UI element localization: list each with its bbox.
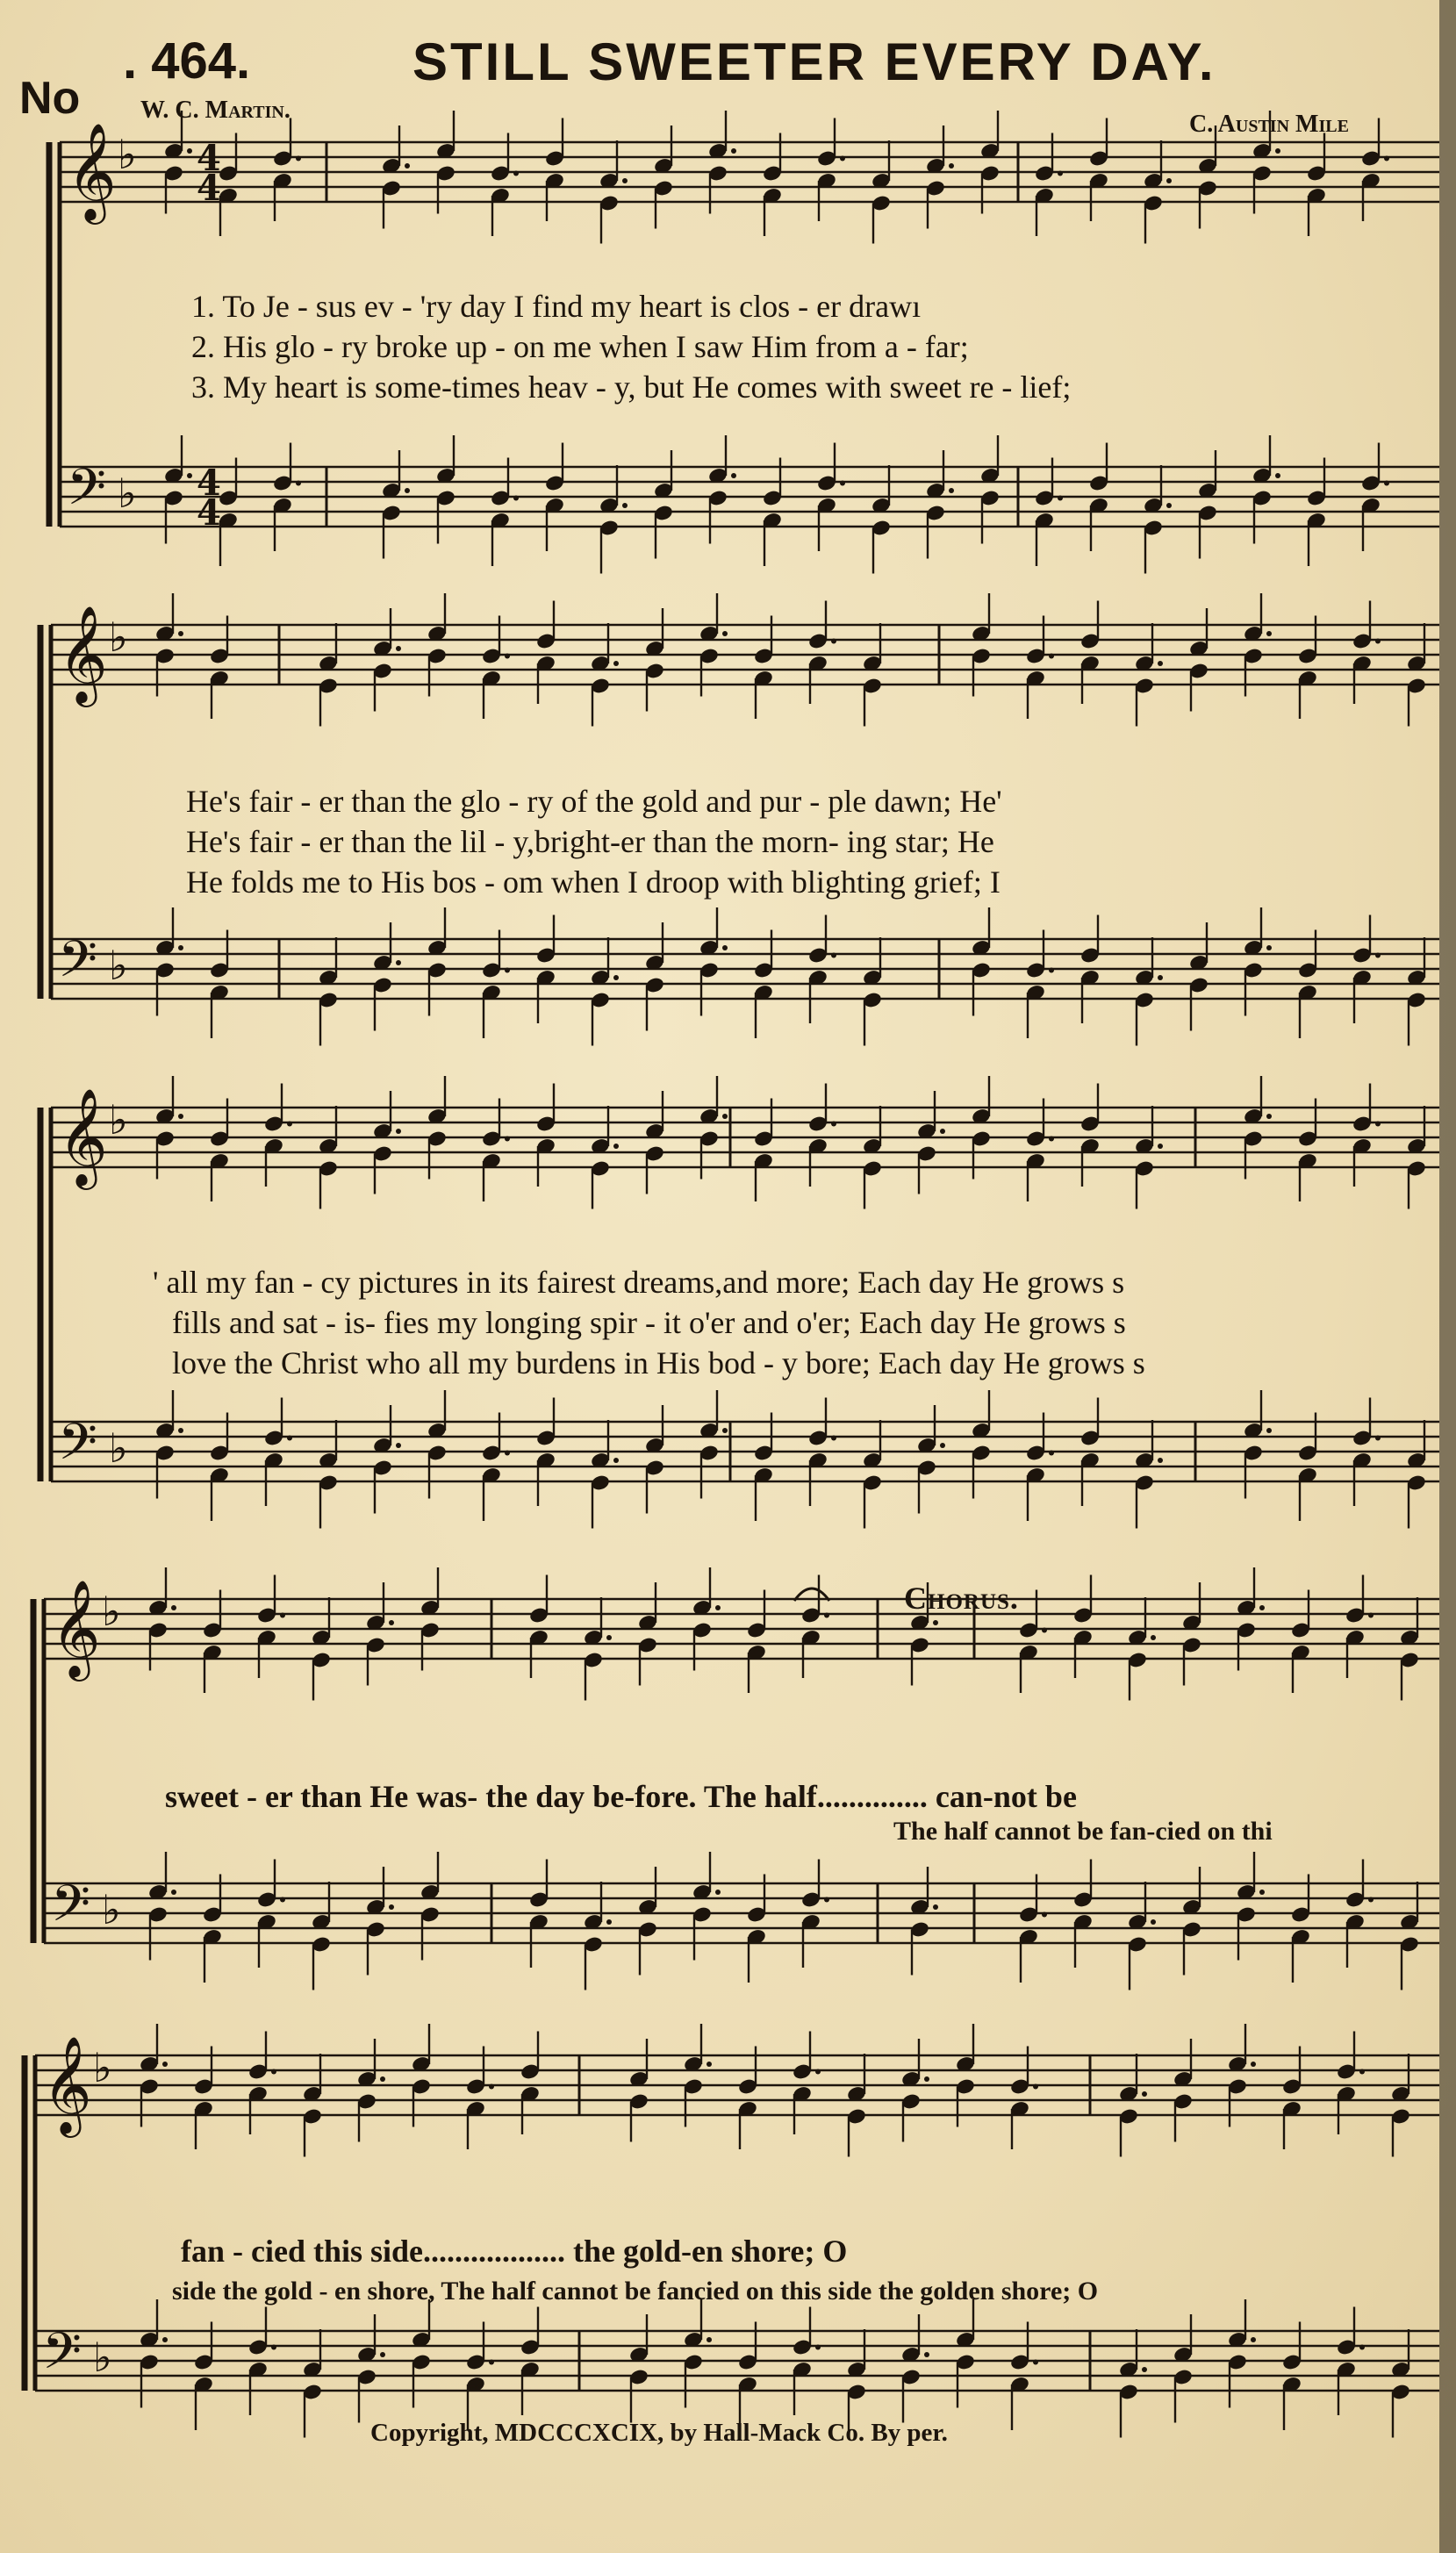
note-dot (396, 960, 401, 965)
note-dot (706, 2337, 712, 2342)
lyricist-credit: W. C. Martin. (140, 97, 290, 124)
lyric-verse2-line1: 2. His glo - ry broke up - on me when I saw Him from a - far; (191, 329, 969, 364)
note-dot (513, 496, 519, 501)
bass-clef-icon: 𝄢 (58, 1412, 98, 1484)
copyright-notice: Copyright, MDCCCXCIX, by Hall-Mack Co. By per. (370, 2419, 948, 2447)
note-dot (513, 171, 519, 176)
note-dot (1166, 178, 1172, 183)
note-dot (178, 1114, 183, 1119)
note-dot (622, 178, 628, 183)
note-dot (505, 654, 510, 659)
lyric-verse1-line3: ' all my fan - cy pictures in its fairest dreams,and more; Each day He grows s (153, 1265, 1125, 1300)
note-dot (1049, 968, 1054, 973)
time-signature-top: 4 (197, 138, 221, 179)
note-dot (613, 661, 619, 666)
note-dot (1033, 2360, 1038, 2365)
note-dot (815, 2069, 821, 2075)
note-dot (924, 2076, 929, 2082)
treble-clef-icon: 𝄞 (58, 1087, 108, 1186)
note-dot (489, 2084, 494, 2090)
treble-clef-icon: 𝄞 (58, 605, 108, 703)
note-dot (1375, 953, 1381, 958)
note-dot (1259, 1890, 1265, 1895)
bass-clef-icon: 𝄢 (51, 1874, 91, 1946)
note-dot (1266, 945, 1272, 950)
note-dot (178, 631, 183, 636)
number-prefix: No (19, 73, 81, 124)
note-dot (396, 1443, 401, 1448)
note-dot (831, 639, 836, 644)
note-dot (722, 631, 728, 636)
note-dot (1042, 1628, 1047, 1633)
flat-sign-icon: ♭ (109, 613, 128, 661)
note-dot (824, 1897, 829, 1903)
note-dot (1275, 148, 1280, 154)
lyric-verse3-line3: love the Christ who all my burdens in His bod - y bore; Each day He grows s (172, 1345, 1145, 1380)
note-dot (824, 1613, 829, 1618)
note-dot (840, 481, 845, 486)
note-dot (396, 1129, 401, 1134)
flat-sign-icon: ♭ (93, 2334, 112, 2381)
note-dot (1158, 1458, 1163, 1463)
note-dot (296, 481, 301, 486)
note-dot (1049, 654, 1054, 659)
note-dot (613, 1144, 619, 1149)
flat-sign-icon: ♭ (102, 1886, 121, 1933)
note-dot (271, 2345, 276, 2350)
note-dot (380, 2076, 385, 2082)
note-dot (722, 1428, 728, 1433)
note-dot (1251, 2337, 1256, 2342)
time-signature-bottom: 4 (197, 492, 221, 534)
note-dot (949, 163, 954, 169)
bass-clef-icon: 𝄢 (67, 457, 107, 529)
note-dot (505, 1451, 510, 1456)
note-dot (1275, 473, 1280, 478)
flat-sign-icon: ♭ (109, 942, 128, 989)
note-dot (162, 2062, 168, 2067)
lyric-verse3-line2: He folds me to His bos - om when I droop with blighting grief; I (186, 864, 1001, 900)
bass-clef-icon: 𝄢 (58, 929, 98, 1001)
note-dot (1142, 2367, 1147, 2372)
note-dot (1033, 2084, 1038, 2090)
note-dot (840, 156, 845, 161)
note-dot (722, 945, 728, 950)
lyric-verse1-line2: He's fair - er than the glo - ry of the gold and pur - ple dawn; He' (186, 784, 1002, 819)
note-dot (940, 1443, 945, 1448)
note-dot (606, 1635, 612, 1640)
note-dot (1384, 156, 1389, 161)
note-dot (396, 646, 401, 651)
lyric-verse1-line1: 1. To Je - sus ev - 'ry day I find my heart is clos - er drawı (191, 289, 922, 324)
note-dot (815, 2345, 821, 2350)
note-dot (171, 1605, 176, 1610)
note-dot (280, 1897, 285, 1903)
page-edge (1439, 0, 1456, 2553)
note-dot (178, 945, 183, 950)
flat-sign-icon: ♭ (109, 1096, 128, 1144)
note-dot (1368, 1613, 1374, 1618)
note-dot (1266, 631, 1272, 636)
note-dot (287, 1122, 292, 1127)
note-dot (1158, 661, 1163, 666)
note-dot (505, 1137, 510, 1142)
note-dot (187, 148, 192, 154)
bass-clef-icon: 𝄢 (42, 2321, 82, 2393)
flat-sign-icon: ♭ (109, 1424, 128, 1472)
note-dot (831, 1436, 836, 1441)
note-dot (187, 473, 192, 478)
lyric-chorus-alt-line1: The half cannot be fan-cied on thi (893, 1817, 1273, 1846)
note-dot (1375, 1122, 1381, 1127)
note-dot (1049, 1451, 1054, 1456)
note-dot (613, 975, 619, 980)
note-dot (389, 1620, 394, 1625)
note-dot (505, 968, 510, 973)
note-dot (606, 1919, 612, 1925)
note-dot (1151, 1919, 1156, 1925)
time-signature-top: 4 (197, 463, 221, 504)
note-dot (622, 503, 628, 508)
note-dot (1266, 1114, 1272, 1119)
note-dot (162, 2337, 168, 2342)
lyric-verse3-line1: 3. My heart is some-times heav - y, but He comes with sweet re - lief; (191, 369, 1072, 405)
note-dot (1042, 1912, 1047, 1918)
note-dot (731, 473, 736, 478)
lyric-chorus-line2: fan - cied this side.................. the gold-en shore; O (181, 2234, 848, 2269)
note-dot (831, 953, 836, 958)
flat-sign-icon: ♭ (118, 131, 137, 178)
flat-sign-icon: ♭ (93, 2044, 112, 2091)
note-dot (405, 488, 410, 493)
note-dot (722, 1114, 728, 1119)
note-dot (613, 1458, 619, 1463)
treble-clef-icon: 𝄞 (42, 2035, 92, 2133)
note-dot (831, 1122, 836, 1127)
note-dot (1158, 1144, 1163, 1149)
note-dot (1259, 1605, 1265, 1610)
note-dot (1375, 639, 1381, 644)
note-dot (715, 1605, 721, 1610)
note-dot (178, 1428, 183, 1433)
note-dot (280, 1613, 285, 1618)
note-dot (731, 148, 736, 154)
hymn-title: STILL SWEETER EVERY DAY. (412, 32, 1216, 91)
flat-sign-icon: ♭ (118, 470, 137, 517)
chorus-label: Chorus. (904, 1581, 1019, 1616)
lyric-verse2-line2: He's fair - er than the lil - y,bright-er than the morn- ing star; He (186, 824, 994, 859)
note-dot (171, 1890, 176, 1895)
note-dot (389, 1904, 394, 1910)
note-dot (1142, 2091, 1147, 2097)
note-dot (1158, 975, 1163, 980)
note-dot (940, 1129, 945, 1134)
note-dot (1049, 1137, 1054, 1142)
note-dot (1166, 503, 1172, 508)
note-dot (949, 488, 954, 493)
note-dot (715, 1890, 721, 1895)
composer-credit: C. Austin Mile (1189, 111, 1349, 138)
note-dot (924, 2352, 929, 2357)
note-dot (1058, 171, 1063, 176)
note-dot (489, 2360, 494, 2365)
note-dot (1266, 1428, 1272, 1433)
lyric-verse2-line3: fills and sat - is- fies my longing spir - it o'er and o'er; Each day He grows s (172, 1305, 1126, 1340)
note-dot (1368, 1897, 1374, 1903)
lyric-chorus-line1: sweet - er than He was- the day be-fore. The half.............. can-not be (165, 1779, 1077, 1814)
time-signature-bottom: 4 (197, 168, 221, 209)
note-dot (1359, 2345, 1365, 2350)
note-dot (1359, 2069, 1365, 2075)
note-dot (271, 2069, 276, 2075)
note-dot (296, 156, 301, 161)
note-dot (1375, 1436, 1381, 1441)
note-dot (1384, 481, 1389, 486)
hymn-number: . 464. (123, 32, 251, 90)
lyric-chorus-alt-line2: side the gold - en shore, The half cannot be fancied on this side the golden shore; O (172, 2277, 1099, 2306)
treble-clef-icon: 𝄞 (67, 122, 117, 220)
note-dot (1251, 2062, 1256, 2067)
note-dot (1058, 496, 1063, 501)
note-dot (933, 1904, 938, 1910)
note-dot (380, 2352, 385, 2357)
note-dot (1151, 1635, 1156, 1640)
note-dot (405, 163, 410, 169)
note-dot (933, 1620, 938, 1625)
note-dot (706, 2062, 712, 2067)
flat-sign-icon: ♭ (102, 1588, 121, 1635)
note-dot (287, 1436, 292, 1441)
treble-clef-icon: 𝄞 (51, 1579, 101, 1677)
